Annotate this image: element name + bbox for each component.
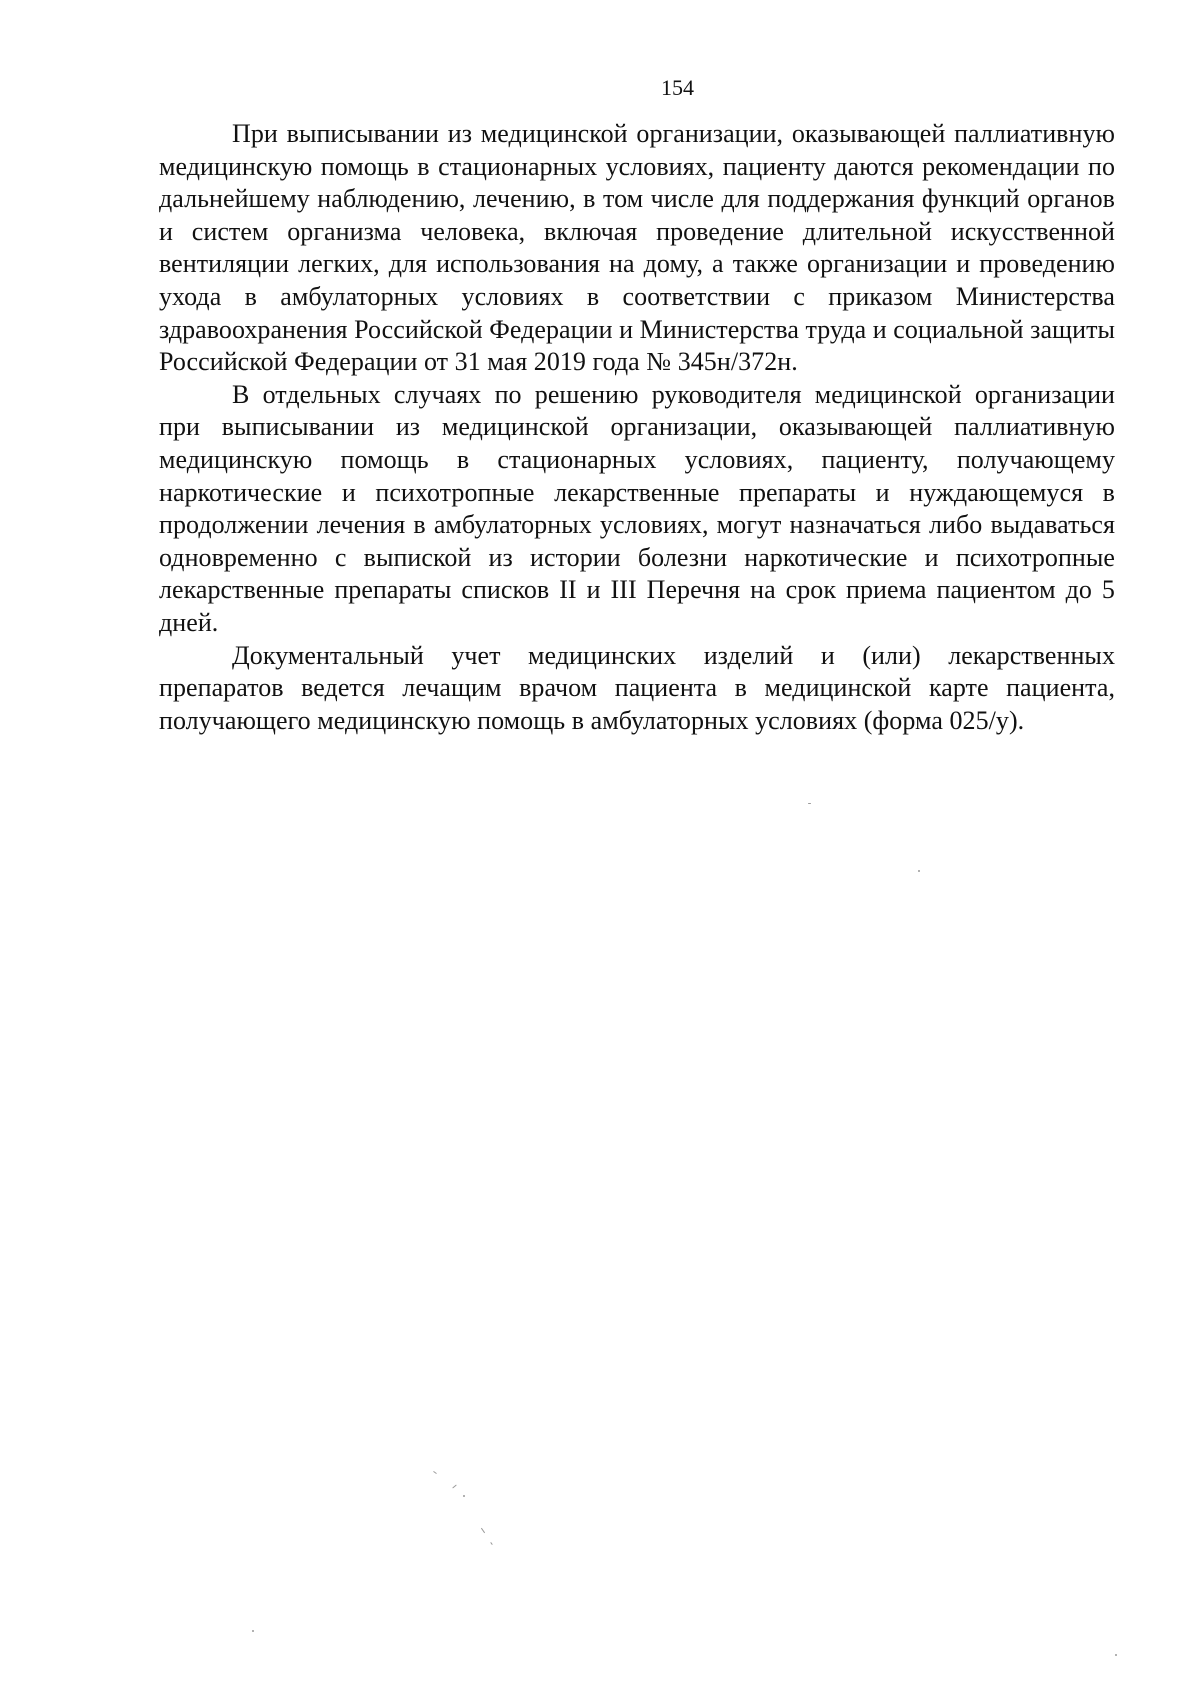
scan-speck <box>481 1528 485 1533</box>
scan-speck <box>490 1542 493 1545</box>
scan-speck <box>433 1471 437 1474</box>
scan-speck <box>808 803 811 804</box>
page-number: 154 <box>661 75 694 100</box>
paragraph-narcotic-prescription: В отдельных случаях по решению руководителя медицинской организации при выписывании из медицинской организации, оказывающей паллиативную медицинскую помощь в стационарных условиях, пациенту, получающему наркотические и психотропные лекарственные препараты и нуждающемуся в продолжении лечения в амбулаторных условиях, могут назначаться либо выдаваться одновременно с выпиской из истории болезни наркотические и психотропные лекарственные препараты списков II и III Перечня на срок приема пациентом до 5 дней. <box>159 379 1115 637</box>
scan-speck <box>252 1630 254 1632</box>
scan-speck <box>918 870 920 872</box>
scan-speck <box>1115 1654 1117 1656</box>
body-text <box>159 118 1115 737</box>
scan-speck <box>452 1485 456 1489</box>
paragraph-documentary-accounting: Документальный учет медицинских изделий и (или) лекарственных препаратов ведется лечащим врачом пациента в медицинской карте пациента, получающего медицинскую помощь в амбулаторных условиях (форма 025/у). <box>159 640 1115 735</box>
scan-speck <box>463 1495 465 1497</box>
paragraph-discharge-recommendations: При выписывании из медицинской организации, оказывающей паллиативную медицинскую помощь в стационарных условиях, пациенту даются рекомендации по дальнейшему наблюдению, лечению, в том числе для поддержания функций органов и систем организма человека, включая проведение длительной искусственной вентиляции легких, для использования на дому, а также организации и проведению ухода в амбулаторных условиях в соответствии с приказом Министерства здравоохранения Российской Федерации и Министерства труда и социальной защиты Российской Федерации от 31 мая 2019 года № 345н/372н. <box>159 119 1115 377</box>
